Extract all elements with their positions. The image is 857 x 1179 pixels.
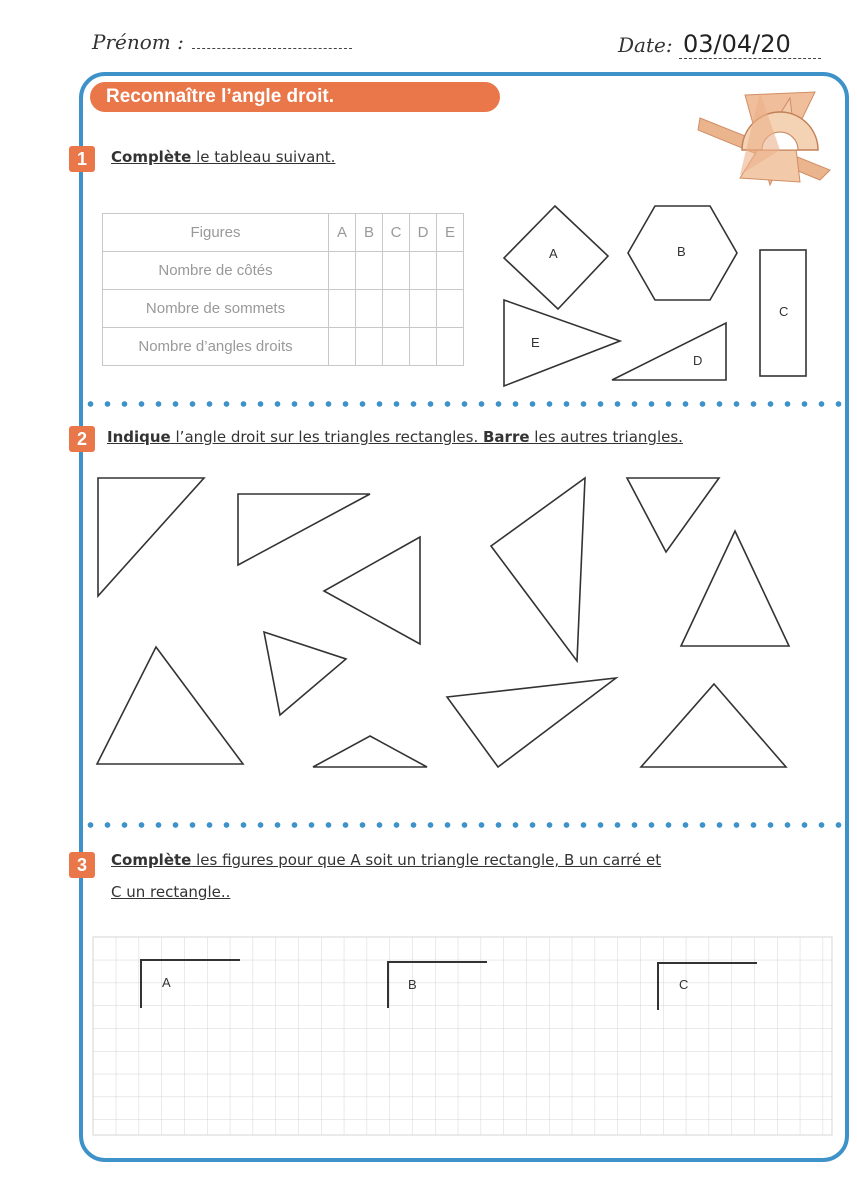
exercise-2-number: 2: [69, 426, 95, 452]
table-row-label: Nombre de côtés: [103, 252, 329, 290]
shape-label-a: A: [549, 246, 558, 261]
figure-label-a: A: [162, 975, 171, 990]
exercise-3-verb: Complète: [111, 851, 192, 869]
shape-label-d: D: [693, 353, 703, 368]
exercise-3-instruction-line-2: C un rectangle..: [111, 883, 231, 901]
table-col-header: E: [437, 214, 464, 252]
table-col-header: D: [410, 214, 437, 252]
table-row-label: Nombre d’angles droits: [103, 328, 329, 366]
exercise-3-text-1: les figures pour que A soit un triangle rectangle, B un carré et: [191, 851, 662, 869]
table-col-header: B: [356, 214, 383, 252]
exercise-2-verb-1: Indique: [107, 428, 171, 446]
shape-label-b: B: [677, 244, 686, 259]
exercise-1-number: 1: [69, 146, 95, 172]
exercise-3-number: 3: [69, 852, 95, 878]
shape-label-e: E: [531, 335, 540, 350]
table-col-header: C: [383, 214, 410, 252]
table-col-header: A: [329, 214, 356, 252]
exercise-2-text-2: les autres triangles.: [529, 428, 683, 446]
figure-label-c: C: [679, 977, 689, 992]
figure-label-b: B: [408, 977, 417, 992]
exercise-1-text: le tableau suivant.: [191, 148, 336, 166]
prenom-label: Prénom :: [92, 30, 184, 54]
table-row-label: Nombre de sommets: [103, 290, 329, 328]
exercise-2-text-1: l’angle droit sur les triangles rectangles.: [170, 428, 483, 446]
date-value[interactable]: 03/04/20: [679, 30, 821, 59]
exercise-2-verb-2: Barre: [483, 428, 530, 446]
date-label: Date:: [618, 33, 673, 57]
table-header-label: Figures: [103, 214, 329, 252]
exercise-1-verb: Complète: [111, 148, 192, 166]
shape-label-c: C: [779, 304, 789, 319]
page-title: Reconnaître l’angle droit.: [90, 82, 500, 112]
